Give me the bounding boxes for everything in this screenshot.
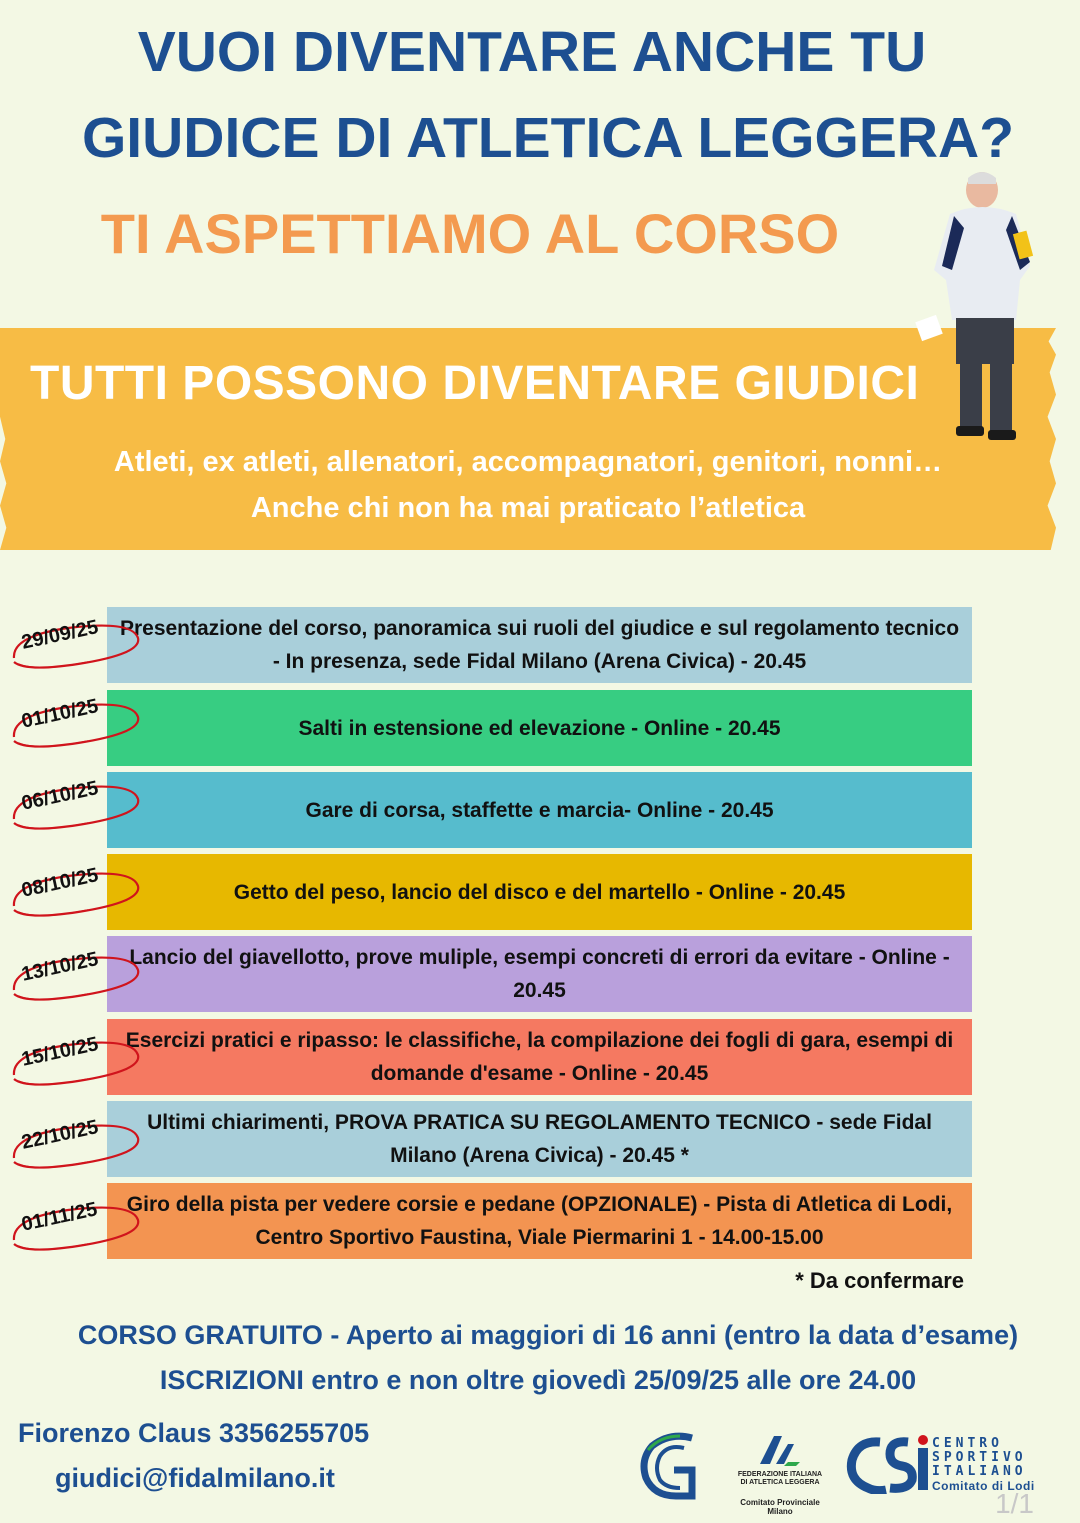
csi-text-2: SPORTIVO — [932, 1450, 1027, 1465]
schedule-row-text: Getto del peso, lancio del disco e del martello - Online - 20.45 — [233, 880, 846, 904]
schedule-date-text: 08/10/25 — [19, 864, 101, 902]
fidal-logo — [730, 1432, 830, 1517]
fidal-text-2: DI ATLETICA LEGGERA — [740, 1479, 820, 1487]
schedule-date-text: 01/10/25 — [19, 695, 101, 733]
fidal-runner-icon — [730, 1432, 830, 1466]
schedule-date — [8, 1200, 136, 1256]
schedule-date-text: 06/10/25 — [19, 777, 101, 815]
schedule-row-text: Esercizi pratici e ripasso: le classifiche, la compilazione dei fogli di gara, esempi di domande d'esame - Online - 20.45 — [125, 1029, 954, 1085]
course-info-line-1: CORSO GRATUITO - Aperto ai maggiori di 16 anni (entro la data d’esame) — [77, 1320, 1019, 1350]
schedule-date-text: 22/10/25 — [19, 1116, 101, 1154]
schedule-row — [107, 772, 972, 848]
fidal-text-3: Comitato Provinciale Milano — [740, 1497, 820, 1517]
headline-line-2: GIUDICE DI ATLETICA LEGGERA? — [81, 106, 1015, 170]
contact-email[interactable]: giudici@fidalmilano.it — [55, 1463, 335, 1493]
schedule-row — [107, 1019, 972, 1095]
schedule-row — [107, 607, 972, 683]
schedule-date — [8, 697, 136, 753]
schedule-row-text: Gare di corsa, staffette e marcia- Online - 20.45 — [305, 798, 774, 822]
headline-line-1: VUOI DIVENTARE ANCHE TU — [137, 20, 927, 84]
footnote: * Da confermare — [795, 1268, 964, 1293]
csi-emblem-icon — [846, 1434, 932, 1494]
banner-title: TUTTI POSSONO DIVENTARE GIUDICI — [30, 357, 920, 410]
headline-line-3: TI ASPETTIAMO AL CORSO — [100, 202, 840, 265]
banner-subline-2: Anche chi non ha mai praticato l’atletica — [250, 492, 806, 524]
schedule-date-text: 13/10/25 — [19, 948, 101, 986]
schedule-row-text: Ultimi chiarimenti, PROVA PRATICA SU REGOLAMENTO TECNICO - sede Fidal Milano (Arena Civica) - 20.45 * — [147, 1111, 932, 1167]
schedule-row — [107, 936, 972, 1012]
schedule-row-text: Salti in estensione ed elevazione - Online - 20.45 — [298, 716, 781, 740]
csi-text-1: CENTRO — [932, 1436, 1003, 1451]
schedule-date — [8, 1118, 136, 1174]
contact-name-phone: Fiorenzo Claus 3356255705 — [18, 1418, 370, 1448]
page-indicator: 1/1 — [995, 1488, 1034, 1519]
schedule-date — [8, 866, 136, 922]
course-info-line-2: ISCRIZIONI entro e non oltre giovedì 25/09/25 alle ore 24.00 — [159, 1365, 917, 1395]
schedule-date-text: 01/11/25 — [19, 1198, 100, 1236]
csi-text-3: ITALIANO — [932, 1464, 1027, 1479]
schedule-row — [107, 854, 972, 930]
schedule-row-text: Giro della pista per vedere corsie e pedane (OPZIONALE) - Pista di Atletica di Lodi, Centro Sportivo Faustina, Viale Piermarini 1 - 14.00-15.00 — [126, 1193, 953, 1249]
csi-text-block — [932, 1437, 1035, 1493]
schedule-date-text: 15/10/25 — [19, 1033, 101, 1071]
fidal-text-1: FEDERAZIONE ITALIANA — [737, 1471, 823, 1478]
schedule-date — [8, 618, 136, 674]
schedule-row — [107, 1183, 972, 1259]
schedule-row-text: Presentazione del corso, panoramica sui ruoli del giudice e sul regolamento tecnico - In presenza, sede Fidal Milano (Arena Civica) - 20.45 — [119, 617, 960, 673]
schedule-date — [8, 779, 136, 835]
banner-subline-1: Atleti, ex atleti, allenatori, accompagnatori, genitori, nonni… — [113, 446, 943, 478]
schedule-row — [107, 690, 972, 766]
judge-photo — [912, 170, 1062, 450]
schedule-date — [8, 1035, 136, 1091]
schedule-row — [107, 1101, 972, 1177]
giudici-logo-icon — [640, 1430, 702, 1502]
schedule-row-text: Lancio del giavellotto, prove muliple, esempi concreti di errori da evitare - Online - 20.45 — [129, 946, 950, 1002]
schedule-date-text: 29/09/25 — [19, 616, 101, 654]
schedule-date — [8, 950, 136, 1006]
csi-text-4: Comitato di Lodi — [932, 1479, 1035, 1493]
